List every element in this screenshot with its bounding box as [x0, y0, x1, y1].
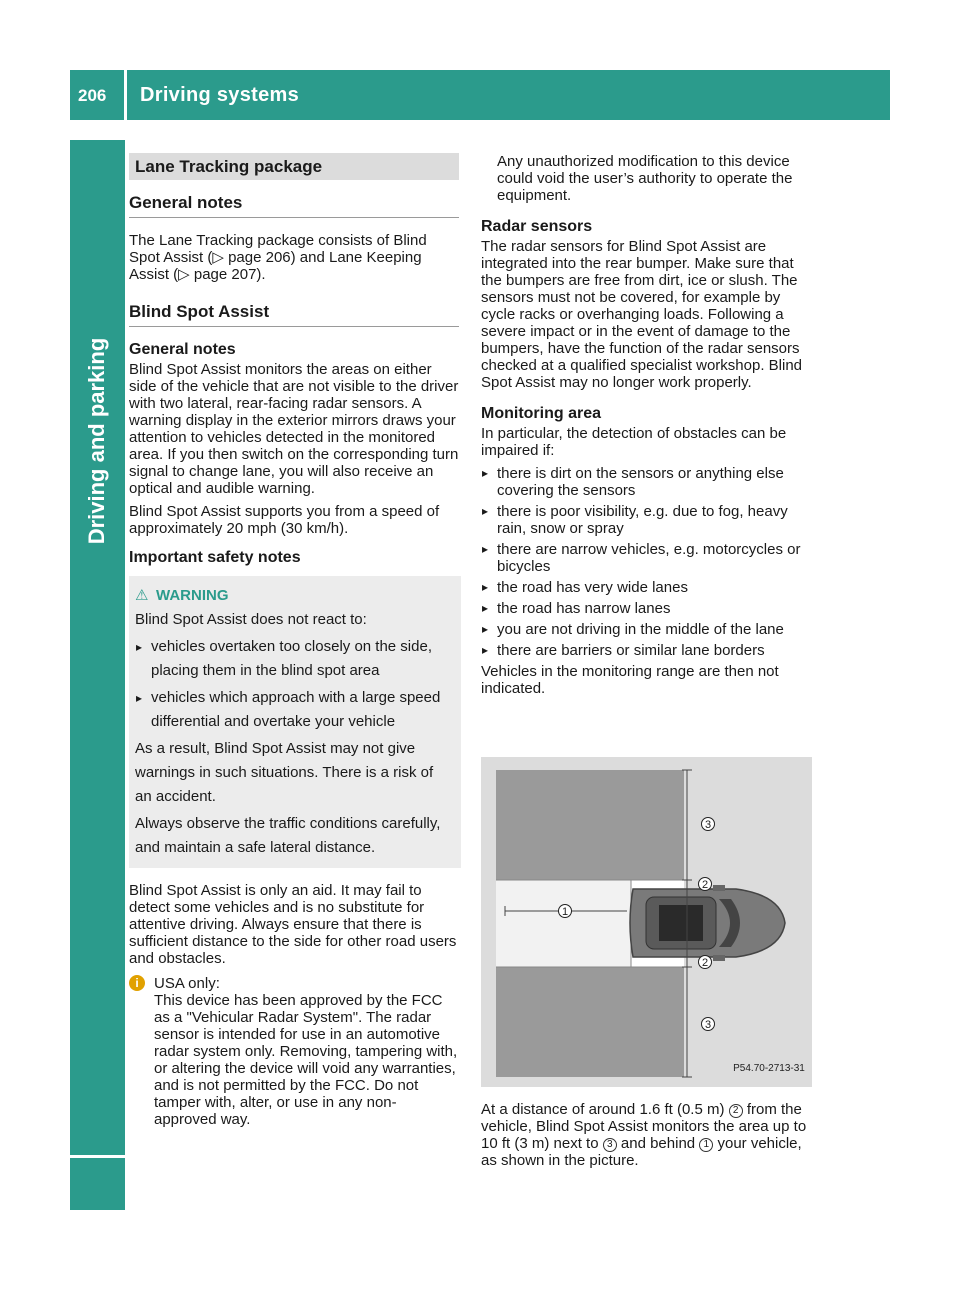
header-separator	[124, 70, 127, 120]
warning-item: ▸ vehicles overtaken too closely on the side, placing them in the blind spot area	[135, 635, 453, 683]
warning-item: ▸ vehicles which approach with a large speed differential and overtake your vehicle	[135, 686, 453, 734]
aid-paragraph: Blind Spot Assist is only an aid. It may fail to detect some vehicles and is no substitute for attentive driving. Always ensure that there is sufficient distance to the side for other road users and obstacles.	[129, 882, 457, 967]
monitoring-item: ▸ there is dirt on the sensors or anything else covering the sensors	[481, 465, 812, 499]
vehicle-icon	[630, 885, 785, 961]
bsa-speed-paragraph: Blind Spot Assist supports you from a speed of approximately 20 mph (30 km/h).	[129, 503, 440, 537]
callout-2-lower-label: 2	[701, 957, 709, 969]
bsa-general-heading: General notes	[129, 341, 236, 358]
warning-result: As a result, Blind Spot Assist may not give warnings in such situations. There is a risk of an accident.	[135, 740, 434, 805]
general-notes-text: The Lane Tracking package consists of Blind Spot Assist (▷ page 206) and Lane Keeping Assist (▷ page 207).	[129, 232, 427, 283]
caption-text-c: and behind	[620, 1135, 696, 1152]
caption-callout-3: 3	[603, 1138, 617, 1152]
warning-title: WARNING	[156, 587, 229, 604]
warning-icon: ⚠	[135, 587, 149, 604]
callout-3-upper-label: 3	[704, 819, 712, 831]
monitoring-item: ▸ there are narrow vehicles, e.g. motorcycles or bicycles	[481, 541, 812, 575]
monitored-zone-upper	[496, 770, 684, 880]
info-title: USA only:	[154, 975, 220, 992]
general-notes-heading: General notes	[129, 194, 459, 218]
monitoring-item: ▸ you are not driving in the middle of the lane	[481, 621, 812, 638]
left-column	[129, 153, 459, 1128]
monitoring-outro: Vehicles in the monitoring range are then not indicated.	[481, 663, 779, 697]
caption-text-a: At a distance of around 1.6 ft (0.5 m)	[481, 1101, 725, 1118]
info-text: This device has been approved by the FCC as a "Vehicular Radar System". The radar sensor is intended for use in an automotive radar system only. Removing, tampering with, or altering the device will void any warranties, and is not permitted by the FCC. Do not tamper with, alter, or use in any non-approved way.	[154, 992, 458, 1128]
page-number: 206	[78, 86, 107, 105]
caption-callout-1: 1	[699, 1138, 713, 1152]
bsa-heading: Blind Spot Assist	[129, 303, 459, 327]
info-note	[129, 975, 459, 1128]
callout-2-upper-label: 2	[701, 879, 709, 891]
page-title: Driving systems	[140, 84, 300, 106]
chapter-tab-separator	[70, 1155, 125, 1158]
monitoring-area-diagram	[481, 757, 812, 1087]
callout-1-label: 1	[561, 906, 569, 918]
diagram-code: P54.70-2713-31	[733, 1063, 805, 1074]
caption-callout-2: 2	[729, 1104, 743, 1118]
radar-text: The radar sensors for Blind Spot Assist are integrated into the rear bumper. Make sure that the bumpers are free from dirt, ice or slush. The sensors must not be covered, for example by cycle racks or overhanging loads. Following a severe impact or in the event of damage to the bumpers, have the function of the radar sensors checked at a qualified specialist workshop. Blind Spot Assist may no longer work properly.	[481, 238, 803, 391]
warning-advice: Always observe the traffic conditions carefully, and maintain a safe lateral distance.	[135, 815, 441, 856]
monitoring-item: ▸ there is poor visibility, e.g. due to fog, heavy rain, snow or spray	[481, 503, 812, 537]
caption-text-b: from the vehicle, Blind Spot Assist monitors the area up to 10 ft (3 m) next to	[481, 1101, 807, 1152]
monitoring-heading: Monitoring area	[481, 405, 602, 422]
monitoring-item: ▸ the road has very wide lanes	[481, 579, 812, 596]
diagram-caption	[481, 1101, 812, 1169]
monitoring-item: ▸ there are barriers or similar lane borders	[481, 642, 812, 659]
callout-3-lower-label: 3	[704, 1019, 712, 1031]
bsa-paragraph: Blind Spot Assist monitors the areas on either side of the vehicle that are not visible to the driver with two lateral, rear-facing radar sensors. A warning display in the exterior mirrors draws your attention to vehicles detected in the monitored area. If you then switch on the corresponding turn signal to change lane, you will also receive an optical and audible warning.	[129, 361, 459, 497]
caption-text-d: your vehicle, as shown in the picture.	[481, 1135, 802, 1169]
chapter-label: Driving and parking	[84, 337, 109, 545]
continuation-text: Any unauthorized modification to this device could void the user’s authority to operate the equipment.	[497, 153, 793, 204]
section-title: Lane Tracking package	[129, 153, 459, 180]
safety-heading: Important safety notes	[129, 549, 301, 566]
monitoring-intro: In particular, the detection of obstacles can be impaired if:	[481, 425, 787, 459]
info-icon: i	[129, 975, 145, 991]
monitored-zone-lower	[496, 967, 684, 1077]
warning-intro: Blind Spot Assist does not react to:	[135, 611, 367, 628]
chapter-tab	[70, 140, 125, 1210]
warning-box	[129, 576, 461, 868]
right-column	[481, 153, 812, 697]
diagram-svg	[481, 757, 812, 1087]
radar-heading: Radar sensors	[481, 218, 593, 235]
monitoring-item: ▸ the road has narrow lanes	[481, 600, 812, 617]
